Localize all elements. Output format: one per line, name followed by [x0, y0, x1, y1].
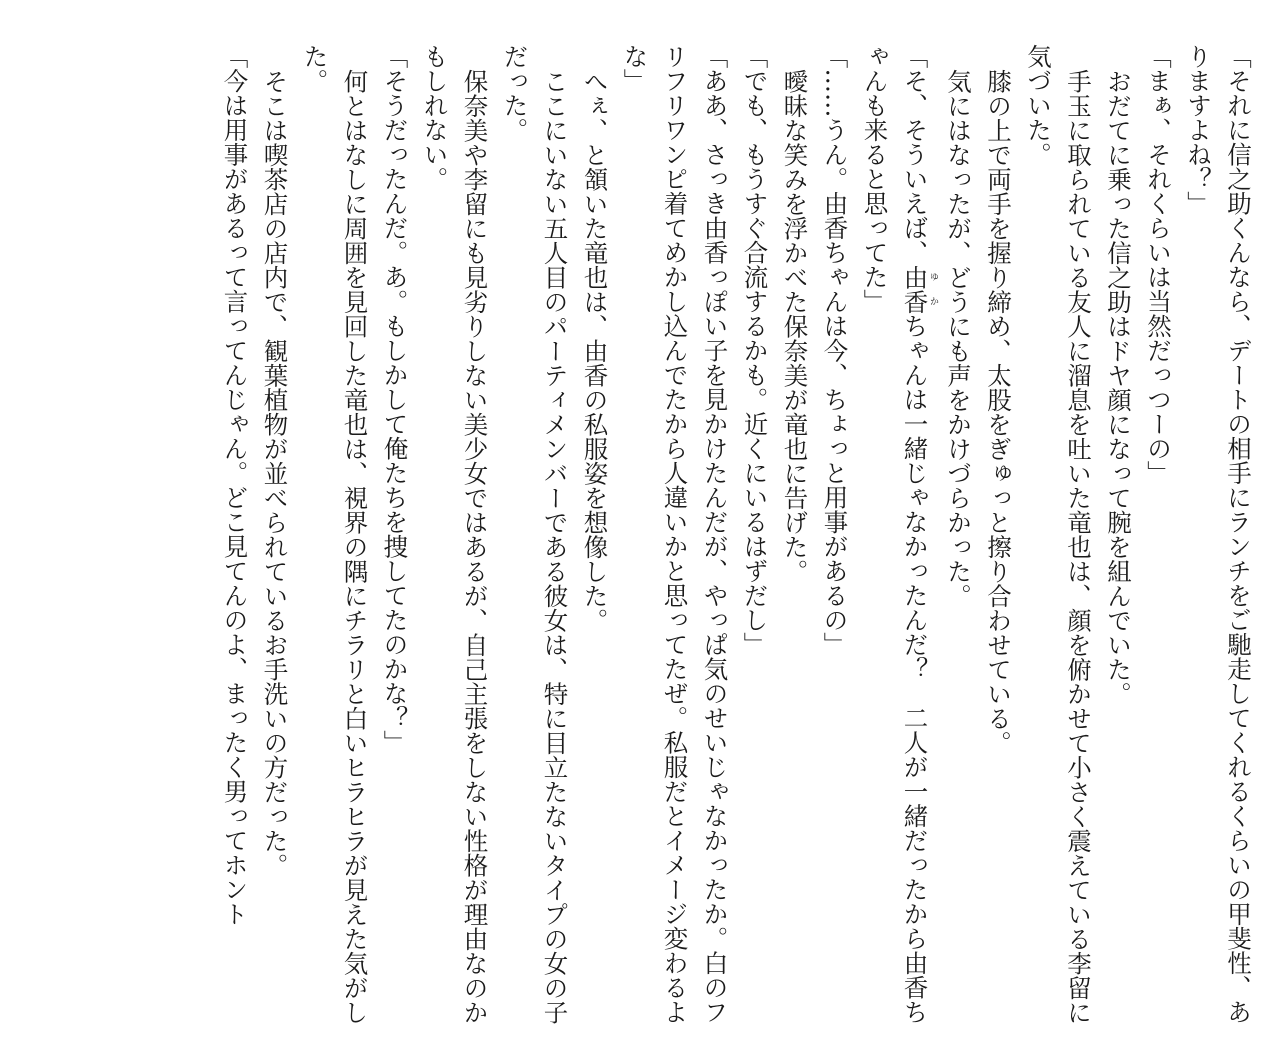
- paragraph-dialog: 「まぁ、それくらいは当然だっつーの」: [1144, 44, 1173, 485]
- paragraph-text: ちゃんは一緒じゃなかったんだ？ 二人が一緒だったから由香ちゃんも来ると思ってた」: [860, 44, 930, 1024]
- vertical-text-page: [30, 44, 1258, 1044]
- paragraph-narration: 膝の上で両手を握り締め、太股をぎゅっと擦り合わせている。: [984, 68, 1013, 755]
- paragraph-narration: 気にはなったが、どうにも声をかけづらかった。: [944, 68, 973, 608]
- paragraph-narration: 保奈美や李留にも見劣りしない美少女ではあるが、自己主張をしない性格が理由なのかもしれない。: [420, 44, 490, 1024]
- paragraph-narration: 曖昧な笑みを浮かべた保奈美が竜也に告げた。: [780, 68, 810, 583]
- paragraph-dialog: 「……うん。由香ちゃんは今、ちょっと用事があるの」: [820, 44, 850, 657]
- ruby-reading: ゆか: [928, 264, 938, 314]
- paragraph-dialog-with-ruby: [855, 44, 939, 1044]
- paragraph-narration: へぇ、と頷いた竜也は、由香の私服姿を想像した。: [580, 68, 610, 632]
- paragraph-narration: そこは喫茶店の店内で、観葉植物が並べられているお手洗いの方だった。: [260, 68, 290, 877]
- paragraph-dialog: 「今は用事があるって言ってんじゃん。どこ見てんのよ、まったく男ってホント: [220, 44, 250, 926]
- ruby-annotation: [900, 264, 938, 314]
- paragraph-dialog: 「それに信之助くんなら、デートの相手にランチをご馳走してくれるくらいの甲斐性、ありますよね？」: [1184, 44, 1253, 1024]
- paragraph-dialog: 「そうだったんだ。あ。もしかして俺たちを捜してたのかな？」: [380, 44, 410, 755]
- paragraph-dialog: 「でも、もうすぐ合流するかも。近くにいるはずだし」: [740, 44, 770, 657]
- paragraph-narration: ここにいない五人目のパーティメンバーである彼女は、特に目立たないタイプの女の子だった。: [500, 44, 570, 1024]
- paragraph-narration: 何とはなしに周囲を見回した竜也は、視界の隅にチラリと白いヒラヒラが見えた気がした。: [300, 44, 370, 1024]
- ruby-base: 由香: [900, 264, 930, 314]
- paragraph-dialog: 「ああ、さっき由香っぽい子を見かけたんだが、やっぱ気のせいじゃなかったか。白のフリフリワンピ着てめかし込んでたから人違いかと思ってたぜ。私服だとイメージ変わるよな」: [620, 44, 730, 1024]
- paragraph-narration: おだてに乗った信之助はドヤ顔になって腕を組んでいた。: [1104, 68, 1133, 706]
- paragraph-text: 「そ、そういえば、: [900, 44, 930, 265]
- paragraph-narration: 手玉に取られている友人に溜息を吐いた竜也は、顔を俯かせて小さく震えている李留に気づいた。: [1024, 44, 1093, 1024]
